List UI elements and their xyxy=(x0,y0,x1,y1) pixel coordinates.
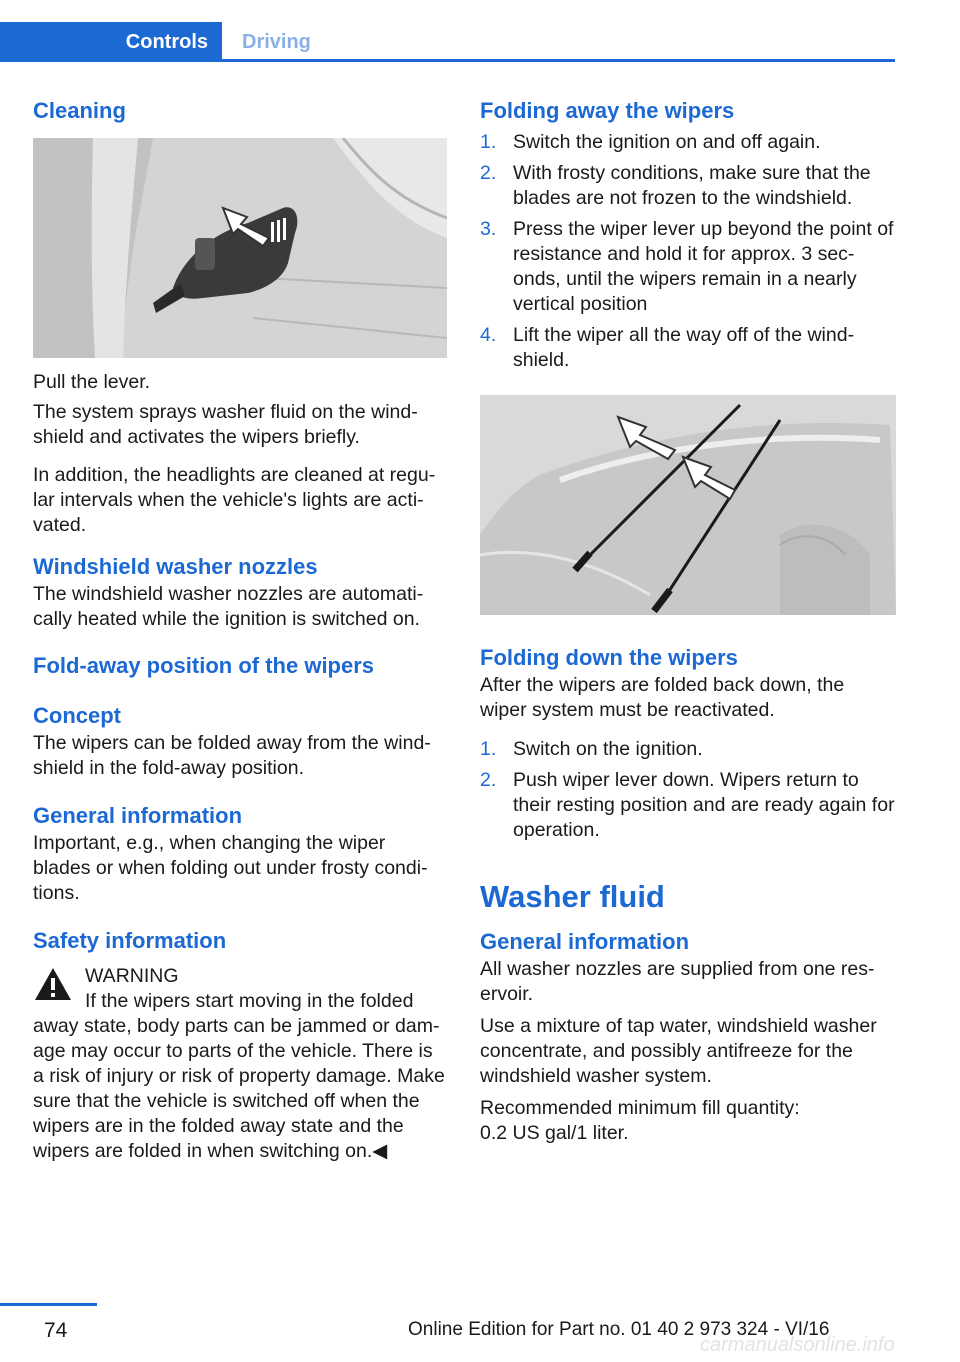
concept-text: The wipers can be folded away from the wind‐ shield in the fold-away position. xyxy=(33,732,431,779)
wiper-lever-illustration xyxy=(33,138,447,358)
list-item: 3. Press the wiper lever up beyond the point of resistance and hold it for approx. 3 sec‐ onds, until the wipers remain in a nearly vertical position xyxy=(480,218,894,315)
folding-down-steps xyxy=(480,737,896,843)
folding-away-steps xyxy=(480,130,896,373)
chapter-tabs xyxy=(0,22,895,62)
washer-mixture-text: Use a mixture of tap water, windshield washer concentrate, and possibly antifreeze for the windshield washer system. xyxy=(480,1015,877,1087)
warning-block xyxy=(33,964,447,989)
cleaning-step-pull: Pull the lever. xyxy=(33,371,151,393)
wipers-folded-illustration xyxy=(480,395,896,615)
list-item: 1. Switch the ignition on and off again. xyxy=(480,131,821,153)
folding-away-heading: Folding away the wipers xyxy=(480,98,735,123)
folding-down-text: After the wipers are folded back down, the wiper system must be reactivated. xyxy=(480,674,845,721)
warning-triangle-icon xyxy=(33,966,73,1002)
folding-down-heading: Folding down the wipers xyxy=(480,645,738,670)
fill-quantity-label: Recommended minimum fill quantity: xyxy=(480,1097,800,1119)
general-info-text: Important, e.g., when changing the wiper blades or when folding out under frosty condi‐ tions. xyxy=(33,832,428,904)
washer-general-heading: General information xyxy=(480,929,690,954)
tab-controls[interactable]: Controls xyxy=(0,22,222,62)
nozzles-text: The windshield washer nozzles are automati‐ cally heated while the ignition is switched on. xyxy=(33,583,424,630)
safety-info-heading: Safety information xyxy=(33,928,227,953)
wiper-lever-drawing xyxy=(33,138,447,358)
foldaway-heading: Fold-away position of the wipers xyxy=(33,653,375,678)
edition-info: Online Edition for Part no. 01 40 2 973 324 - VI/16 xyxy=(408,1319,830,1340)
fill-quantity-value: 0.2 US gal/1 liter. xyxy=(480,1122,629,1144)
warning-label: WARNING xyxy=(85,965,179,987)
washer-reservoir-text: All washer nozzles are supplied from one res‐ ervoir. xyxy=(480,958,875,1005)
concept-heading: Concept xyxy=(33,703,121,728)
wipers-drawing xyxy=(480,395,896,615)
right-column xyxy=(480,96,896,1146)
tab-driving[interactable]: Driving xyxy=(242,31,311,53)
list-item: 1. Switch on the ignition. xyxy=(480,738,703,760)
watermark: carmanualsonline.info xyxy=(700,1334,895,1356)
nozzles-heading: Windshield washer nozzles xyxy=(33,554,318,579)
list-item: 2. Push wiper lever down. Wipers return to their resting position and are ready again for operation. xyxy=(480,769,895,841)
washer-fluid-heading: Washer fluid xyxy=(480,879,665,914)
general-info-heading: General information xyxy=(33,803,243,828)
footer-accent-line xyxy=(0,1303,97,1306)
left-column xyxy=(33,96,447,1164)
headlight-cleaning-text: In addition, the headlights are cleaned at regu‐ lar intervals when the vehicle's lights are acti‐ vated. xyxy=(33,464,436,536)
cleaning-description: The system sprays washer fluid on the wind‐ shield and activates the wipers briefly. xyxy=(33,401,418,448)
cleaning-heading: Cleaning xyxy=(33,98,126,123)
page-number: 74 xyxy=(44,1319,68,1342)
warning-text: If the wipers start moving in the folded away state, body parts can be jammed or dam‐ age may occur to parts of the vehicle. There is a risk of injury or risk of property damage. Make sure that the vehicle is switched off when the wipers are in the folded away state and the wipers are folded in when switching on.◀ xyxy=(33,990,445,1162)
list-item: 4. Lift the wiper all the way off of the wind‐ shield. xyxy=(480,324,855,371)
list-item: 2. With frosty conditions, make sure that the blades are not frozen to the windshield. xyxy=(480,162,871,209)
